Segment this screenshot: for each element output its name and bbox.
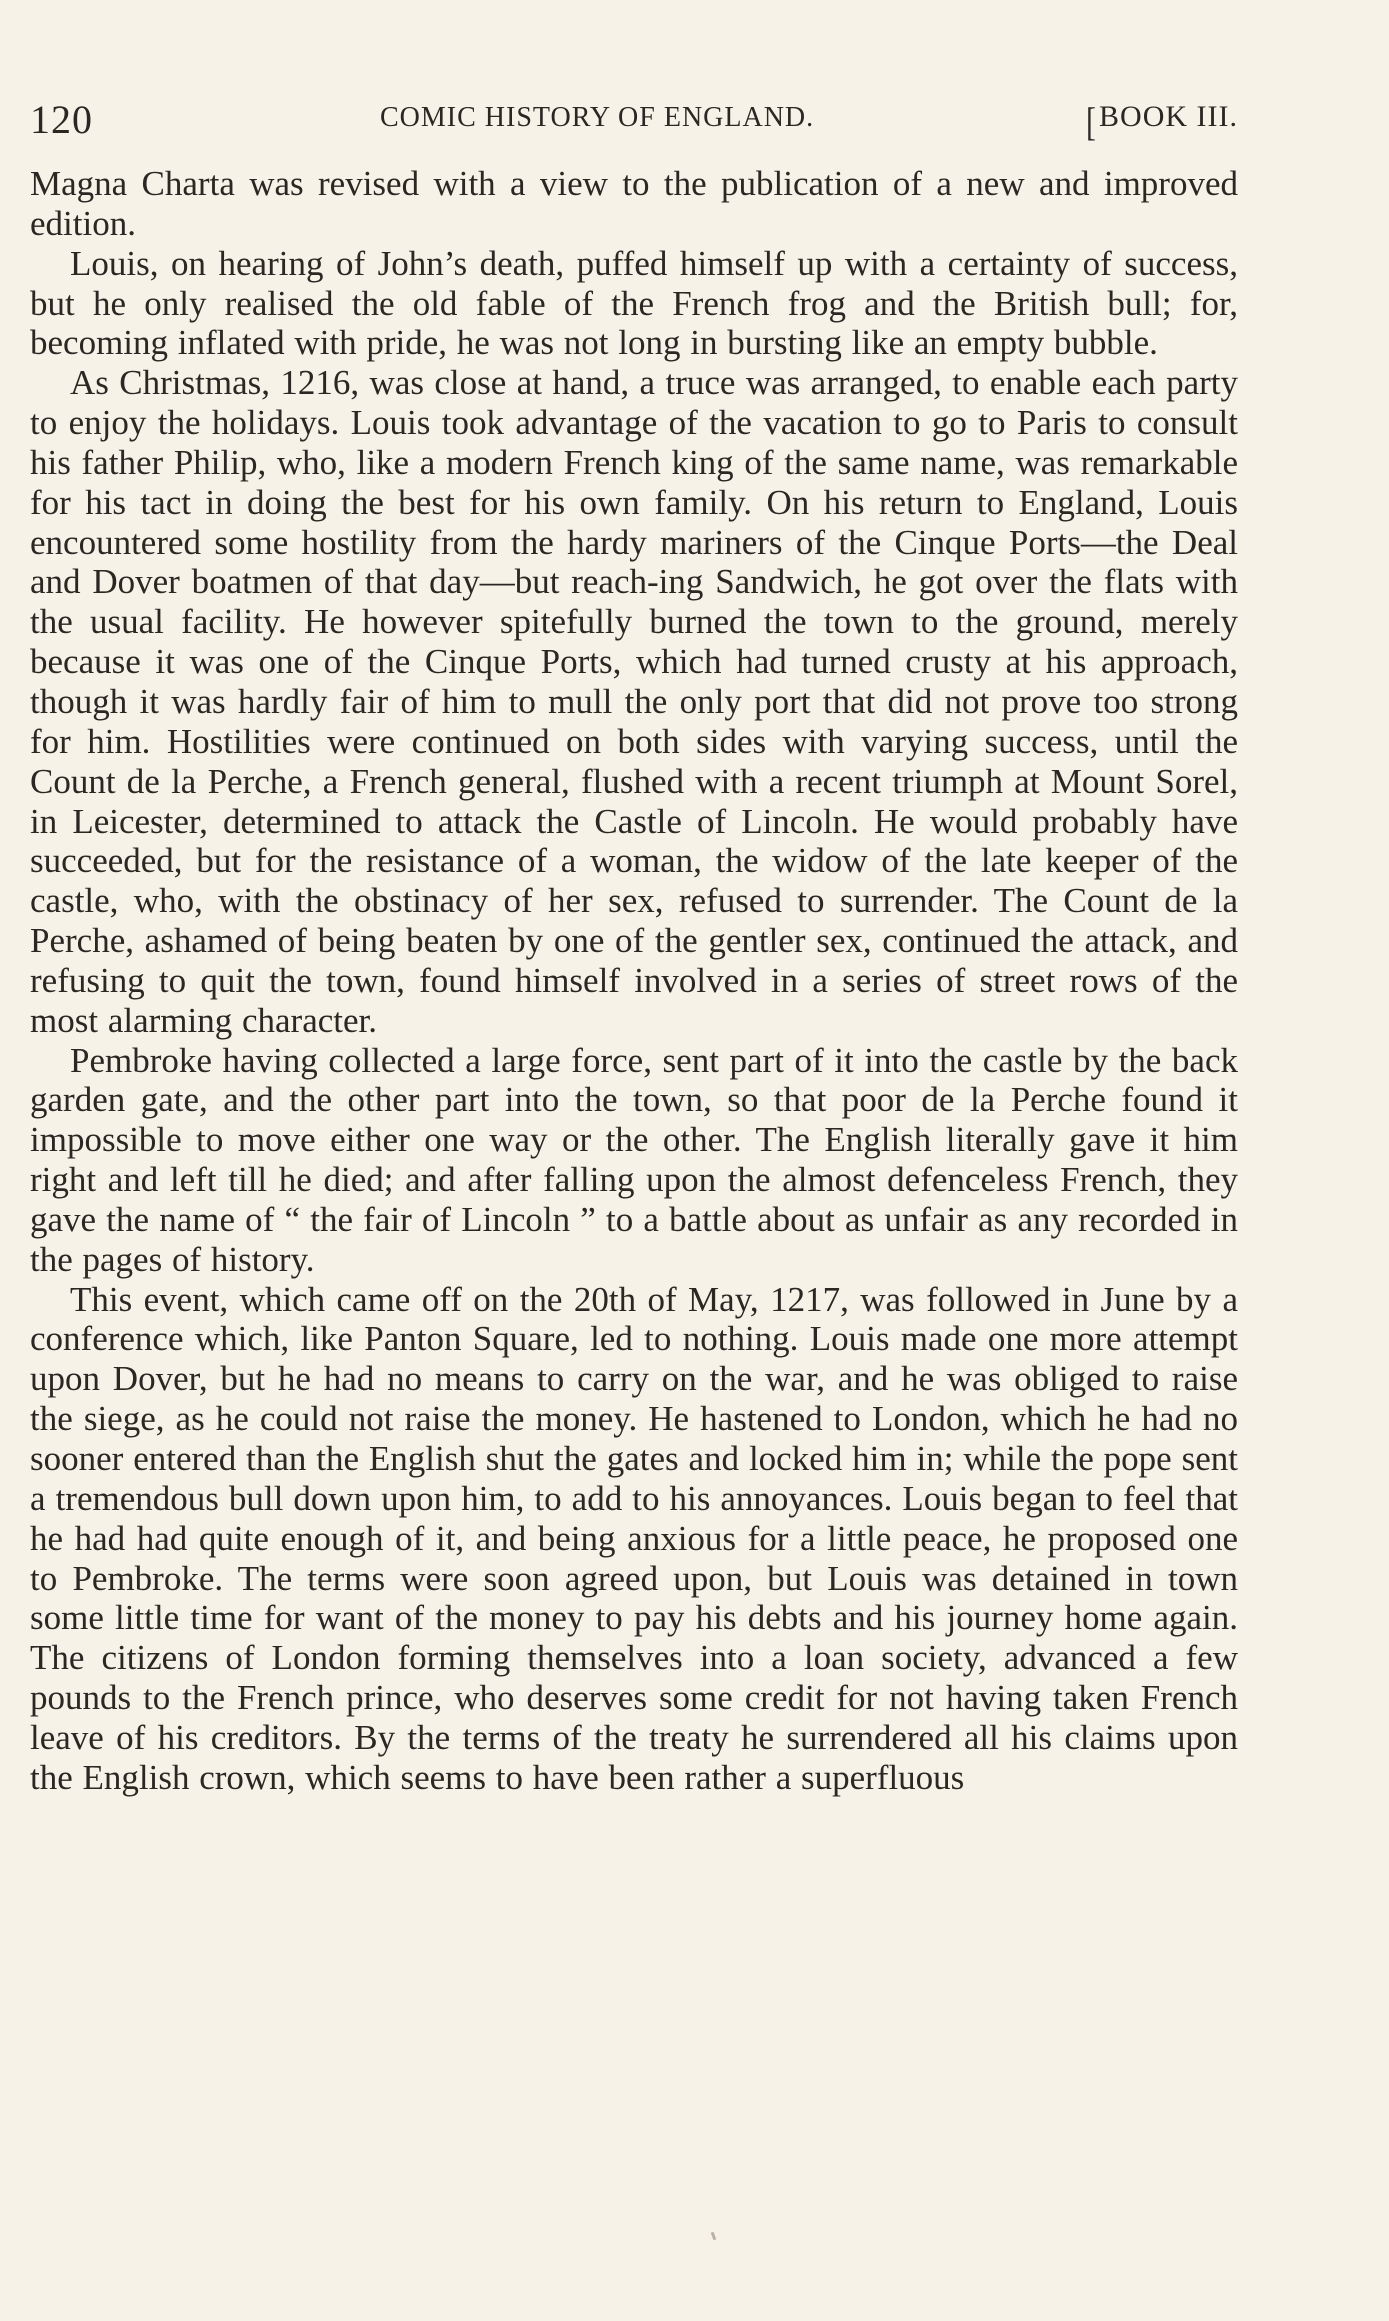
paragraph-4: Pembroke having collected a large force, sent part of it into the castle by the back garden gate, and the other part into the town, so that poor de la Perche found it impossible to move either one way or the other. The English literally gave it him right and left till he died; and after falling upon the almost defenceless French, they gave the name of “ the fair of Lincoln ” to a battle about as unfair as any recorded in the pages of history. [30, 1040, 1238, 1279]
paragraph-2: Louis, on hearing of John’s death, puffed himself up with a certainty of success, but he only realised the old fable of the French frog and the British bull; for, becoming inflated with pride, he was not long in bursting like an empty bubble. [30, 243, 1238, 363]
section-label [1086, 100, 1238, 145]
book-page [30, 90, 1238, 1798]
paragraph-1: Magna Charta was revised with a view to the publication of a new and improved edition. [30, 164, 1238, 243]
running-title: COMIC HISTORY OF ENGLAND. [380, 102, 815, 133]
paragraph-3: As Christmas, 1216, was close at hand, a truce was arranged, to enable each party to enjoy the holidays. Louis took advantage of the vacation to go to Paris to consult his father Philip, who, like a modern French king of the same name, was remarkable for his tact in doing the best for his own family. On his return to England, Louis encountered some hostility from the hardy mariners of the Cinque Ports—the Deal and Dover boatmen of that day—but reach-ing Sandwich, he got over the flats with the usual facility. He however spitefully burned the town to the ground, merely because it was one of the Cinque Ports, which had turned crusty at his approach, though it was hardly fair of him to mull the only port that did not prove too strong for him. Hostilities were continued on both sides with varying success, until the Count de la Perche, a French general, flushed with a recent triumph at Mount Sorel, in Leicester, determined to attack the Castle of Lincoln. He would probably have succeeded, but for the resistance of a woman, the widow of the late keeper of the castle, who, with the obstinacy of her sex, refused to surrender. The Count de la Perche, ashamed of being beaten by one of the gentler sex, continued the attack, and refusing to quit the town, found himself involved in a series of street rows of the most alarming character. [30, 363, 1238, 1040]
text-body [30, 164, 1238, 1798]
section-label-text: BOOK III. [1099, 100, 1238, 133]
page-number: 120 [30, 97, 93, 142]
paragraph-5: This event, which came off on the 20th of May, 1217, was followed in June by a conference which, like Panton Square, led to nothing. Louis made one more attempt upon Dover, but he had no means to carry on the war, and he was obliged to raise the siege, as he could not raise the money. He hastened to London, which he had no sooner entered than the English shut the gates and locked him in; while the pope sent a tremendous bull down upon him, to add to his annoyances. Louis began to feel that he had had quite enough of it, and being anxious for a little peace, he proposed one to Pembroke. The terms were soon agreed upon, but Louis was detained in town some little time for want of the money to pay his debts and his journey home again. The citizens of London forming themselves into a loan society, advanced a few pounds to the French prince, who deserves some credit for not having taken French leave of his creditors. By the terms of the treaty he surrendered all his claims upon the English crown, which seems to have been rather a superfluous [30, 1279, 1238, 1797]
running-head [30, 90, 1238, 145]
paper-speck [711, 2232, 717, 2241]
bracket-glyph: [ [1086, 100, 1098, 145]
